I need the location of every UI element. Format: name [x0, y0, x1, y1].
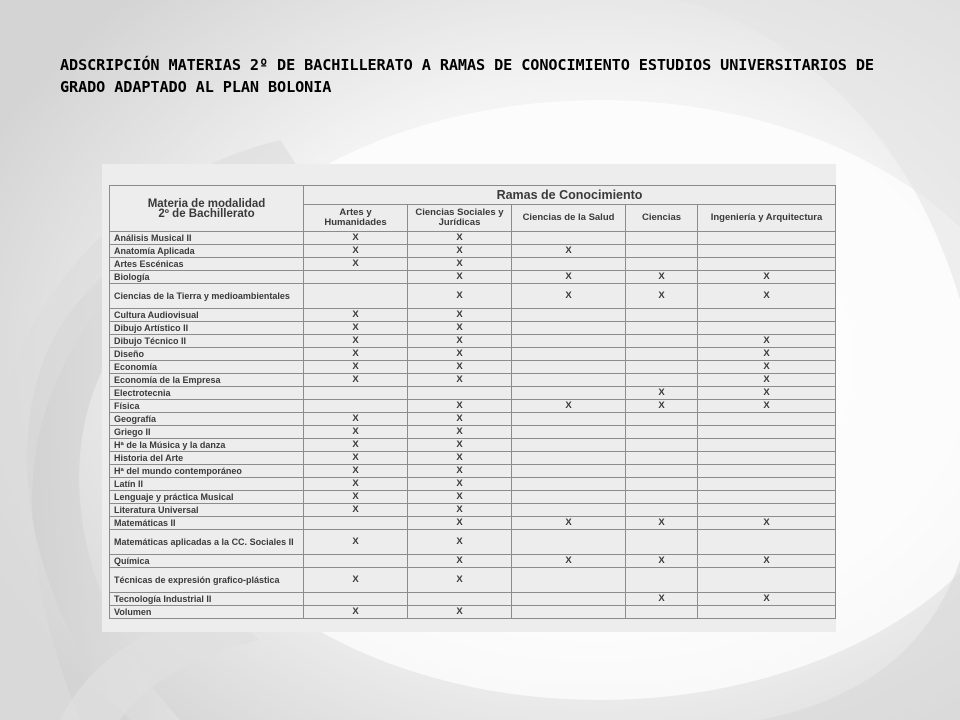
- table-row: [110, 335, 836, 348]
- mark-cell: [512, 439, 626, 452]
- mark-cell: X: [304, 606, 408, 619]
- mark-cell: [304, 387, 408, 400]
- mark-cell: X: [408, 426, 512, 439]
- column-header: Artes y Humanidades: [304, 205, 408, 232]
- mark-cell: X: [304, 245, 408, 258]
- table-row: [110, 245, 836, 258]
- mark-cell: X: [304, 465, 408, 478]
- mark-cell: X: [408, 400, 512, 413]
- mark-cell: [626, 245, 698, 258]
- mark-cell: X: [698, 374, 836, 387]
- table-row: [110, 606, 836, 619]
- mark-cell: X: [626, 271, 698, 284]
- table-row: [110, 361, 836, 374]
- mark-cell: [626, 426, 698, 439]
- mark-cell: X: [304, 258, 408, 271]
- subject-cell: Historia del Arte: [110, 452, 304, 465]
- table-row: [110, 530, 836, 555]
- mark-cell: X: [304, 309, 408, 322]
- mark-cell: [626, 568, 698, 593]
- subject-cell: Economía: [110, 361, 304, 374]
- column-header: Ciencias de la Salud: [512, 205, 626, 232]
- subject-cell: Química: [110, 555, 304, 568]
- mark-cell: X: [408, 322, 512, 335]
- mark-cell: [512, 593, 626, 606]
- mark-cell: X: [408, 361, 512, 374]
- mark-cell: X: [512, 245, 626, 258]
- mark-cell: [512, 530, 626, 555]
- mark-cell: X: [304, 322, 408, 335]
- mark-cell: X: [408, 348, 512, 361]
- subject-cell: Anatomía Aplicada: [110, 245, 304, 258]
- mark-cell: X: [626, 387, 698, 400]
- table-row: [110, 400, 836, 413]
- page-title: ADSCRIPCIÓN MATERIAS 2º DE BACHILLERATO A RAMAS DE CONOCIMIENTO ESTUDIOS UNIVERSITARIOS DE GRADO ADAPTADO AL PLAN BOLONIA: [60, 56, 874, 96]
- mark-cell: [626, 606, 698, 619]
- table-row: [110, 491, 836, 504]
- subject-cell: Geografía: [110, 413, 304, 426]
- subject-cell: Literatura Universal: [110, 504, 304, 517]
- table-row: [110, 258, 836, 271]
- mark-cell: [698, 465, 836, 478]
- mark-cell: [626, 322, 698, 335]
- table-body: [110, 232, 836, 619]
- subject-cell: Matemáticas aplicadas a la CC. Sociales II: [110, 530, 304, 555]
- mark-cell: [408, 387, 512, 400]
- mark-cell: X: [304, 568, 408, 593]
- subject-cell: Dibujo Artístico II: [110, 322, 304, 335]
- mark-cell: X: [408, 504, 512, 517]
- mark-cell: [626, 348, 698, 361]
- subject-cell: Diseño: [110, 348, 304, 361]
- mark-cell: X: [698, 555, 836, 568]
- mark-cell: X: [304, 361, 408, 374]
- column-header: Ciencias Sociales y Jurídicas: [408, 205, 512, 232]
- mark-cell: [304, 517, 408, 530]
- mark-cell: [512, 348, 626, 361]
- subject-cell: Economía de la Empresa: [110, 374, 304, 387]
- mark-cell: X: [408, 517, 512, 530]
- mark-cell: [698, 452, 836, 465]
- subject-cell: Técnicas de expresión grafico-plástica: [110, 568, 304, 593]
- mark-cell: X: [408, 284, 512, 309]
- table-row: [110, 309, 836, 322]
- mark-cell: X: [512, 517, 626, 530]
- mark-cell: [512, 465, 626, 478]
- mark-cell: [626, 452, 698, 465]
- mark-cell: X: [304, 413, 408, 426]
- subject-cell: Hª del mundo contemporáneo: [110, 465, 304, 478]
- mark-cell: X: [408, 232, 512, 245]
- subject-cell: Cultura Audiovisual: [110, 309, 304, 322]
- mark-cell: X: [698, 400, 836, 413]
- mark-cell: [512, 452, 626, 465]
- mark-cell: X: [698, 271, 836, 284]
- mark-cell: X: [512, 400, 626, 413]
- mark-cell: [698, 568, 836, 593]
- mark-cell: [698, 606, 836, 619]
- mark-cell: [698, 504, 836, 517]
- mark-cell: X: [304, 439, 408, 452]
- subject-cell: Dibujo Técnico II: [110, 335, 304, 348]
- table-row: [110, 555, 836, 568]
- mark-cell: X: [304, 491, 408, 504]
- mark-cell: [698, 439, 836, 452]
- mark-cell: [626, 478, 698, 491]
- mark-cell: X: [408, 439, 512, 452]
- mark-cell: X: [698, 348, 836, 361]
- mark-cell: X: [408, 258, 512, 271]
- mark-cell: X: [408, 568, 512, 593]
- mark-cell: X: [408, 606, 512, 619]
- table-row: [110, 504, 836, 517]
- subject-cell: Volumen: [110, 606, 304, 619]
- table-row: [110, 322, 836, 335]
- subject-cell: Artes Escénicas: [110, 258, 304, 271]
- mark-cell: [512, 374, 626, 387]
- subjects-table: [109, 185, 836, 619]
- mark-cell: X: [698, 593, 836, 606]
- table-row: [110, 232, 836, 245]
- mark-cell: X: [698, 335, 836, 348]
- table-row: [110, 478, 836, 491]
- table-row: [110, 374, 836, 387]
- mark-cell: X: [408, 335, 512, 348]
- column-header: Ingeniería y Arquitectura: [698, 205, 836, 232]
- table-row: [110, 517, 836, 530]
- mark-cell: X: [626, 284, 698, 309]
- mark-cell: [408, 593, 512, 606]
- mark-cell: [626, 491, 698, 504]
- mark-cell: [304, 284, 408, 309]
- table-row: [110, 387, 836, 400]
- mark-cell: [512, 258, 626, 271]
- mark-cell: [512, 232, 626, 245]
- mark-cell: X: [698, 517, 836, 530]
- table-row: [110, 593, 836, 606]
- mark-cell: [626, 465, 698, 478]
- mark-cell: [698, 232, 836, 245]
- mark-cell: [304, 271, 408, 284]
- mark-cell: [698, 426, 836, 439]
- mark-cell: [626, 258, 698, 271]
- mark-cell: X: [408, 530, 512, 555]
- table-row: [110, 439, 836, 452]
- mark-cell: X: [408, 465, 512, 478]
- mark-cell: [626, 439, 698, 452]
- mark-cell: [698, 478, 836, 491]
- mark-cell: [698, 309, 836, 322]
- subject-cell: Matemáticas II: [110, 517, 304, 530]
- mark-cell: [512, 491, 626, 504]
- mark-cell: X: [626, 400, 698, 413]
- mark-cell: [698, 413, 836, 426]
- subject-column-header: [110, 186, 304, 232]
- mark-cell: [304, 400, 408, 413]
- mark-cell: [512, 426, 626, 439]
- mark-cell: [512, 606, 626, 619]
- mark-cell: X: [626, 593, 698, 606]
- mark-cell: [512, 504, 626, 517]
- mark-cell: [512, 309, 626, 322]
- mark-cell: [626, 232, 698, 245]
- mark-cell: X: [304, 232, 408, 245]
- table-row: [110, 271, 836, 284]
- mark-cell: [698, 322, 836, 335]
- mark-cell: [304, 593, 408, 606]
- mark-cell: X: [512, 284, 626, 309]
- subject-cell: Latín II: [110, 478, 304, 491]
- mark-cell: [512, 322, 626, 335]
- mark-cell: X: [626, 555, 698, 568]
- mark-cell: [512, 413, 626, 426]
- mark-cell: [626, 374, 698, 387]
- mark-cell: X: [698, 361, 836, 374]
- subject-cell: Tecnología Industrial II: [110, 593, 304, 606]
- column-header: Ciencias: [626, 205, 698, 232]
- table-row: [110, 413, 836, 426]
- mark-cell: X: [408, 413, 512, 426]
- mark-cell: X: [698, 284, 836, 309]
- table-row: [110, 465, 836, 478]
- mark-cell: X: [626, 517, 698, 530]
- subject-cell: Física: [110, 400, 304, 413]
- mark-cell: X: [304, 426, 408, 439]
- mark-cell: [626, 335, 698, 348]
- subject-header-line2: 2º de Bachillerato: [158, 207, 255, 220]
- mark-cell: [512, 335, 626, 348]
- subject-header-line1: Materia de modalidad: [147, 197, 266, 210]
- mark-cell: [304, 555, 408, 568]
- mark-cell: X: [304, 374, 408, 387]
- ramas-group-header: Ramas de Conocimiento: [304, 186, 836, 205]
- mark-cell: X: [304, 335, 408, 348]
- mark-cell: [512, 478, 626, 491]
- mark-cell: X: [408, 478, 512, 491]
- subject-cell: Ciencias de la Tierra y medioambientales: [110, 284, 304, 309]
- table-row: [110, 348, 836, 361]
- mark-cell: X: [304, 530, 408, 555]
- mark-cell: [626, 504, 698, 517]
- table-row: [110, 568, 836, 593]
- mark-cell: [512, 387, 626, 400]
- mark-cell: X: [304, 504, 408, 517]
- subject-cell: Biología: [110, 271, 304, 284]
- subject-cell: Lenguaje y práctica Musical: [110, 491, 304, 504]
- mark-cell: [698, 258, 836, 271]
- mark-cell: [626, 413, 698, 426]
- mark-cell: X: [304, 452, 408, 465]
- table-row: [110, 284, 836, 309]
- mark-cell: X: [408, 555, 512, 568]
- mark-cell: X: [698, 387, 836, 400]
- mark-cell: X: [512, 555, 626, 568]
- mark-cell: [512, 568, 626, 593]
- mark-cell: X: [408, 374, 512, 387]
- mark-cell: [626, 530, 698, 555]
- mark-cell: X: [408, 245, 512, 258]
- subject-cell: Griego II: [110, 426, 304, 439]
- mark-cell: X: [408, 452, 512, 465]
- mark-cell: X: [304, 478, 408, 491]
- mark-cell: [626, 361, 698, 374]
- mark-cell: [512, 361, 626, 374]
- mark-cell: X: [408, 491, 512, 504]
- scanned-table-image: [102, 164, 836, 632]
- mark-cell: [626, 309, 698, 322]
- mark-cell: X: [408, 271, 512, 284]
- mark-cell: [698, 530, 836, 555]
- subject-cell: Electrotecnia: [110, 387, 304, 400]
- mark-cell: [698, 245, 836, 258]
- mark-cell: X: [408, 309, 512, 322]
- subject-cell: Análisis Musical II: [110, 232, 304, 245]
- mark-cell: X: [304, 348, 408, 361]
- mark-cell: X: [512, 271, 626, 284]
- table-row: [110, 452, 836, 465]
- table-row: [110, 426, 836, 439]
- mark-cell: [698, 491, 836, 504]
- subject-cell: Hª de la Música y la danza: [110, 439, 304, 452]
